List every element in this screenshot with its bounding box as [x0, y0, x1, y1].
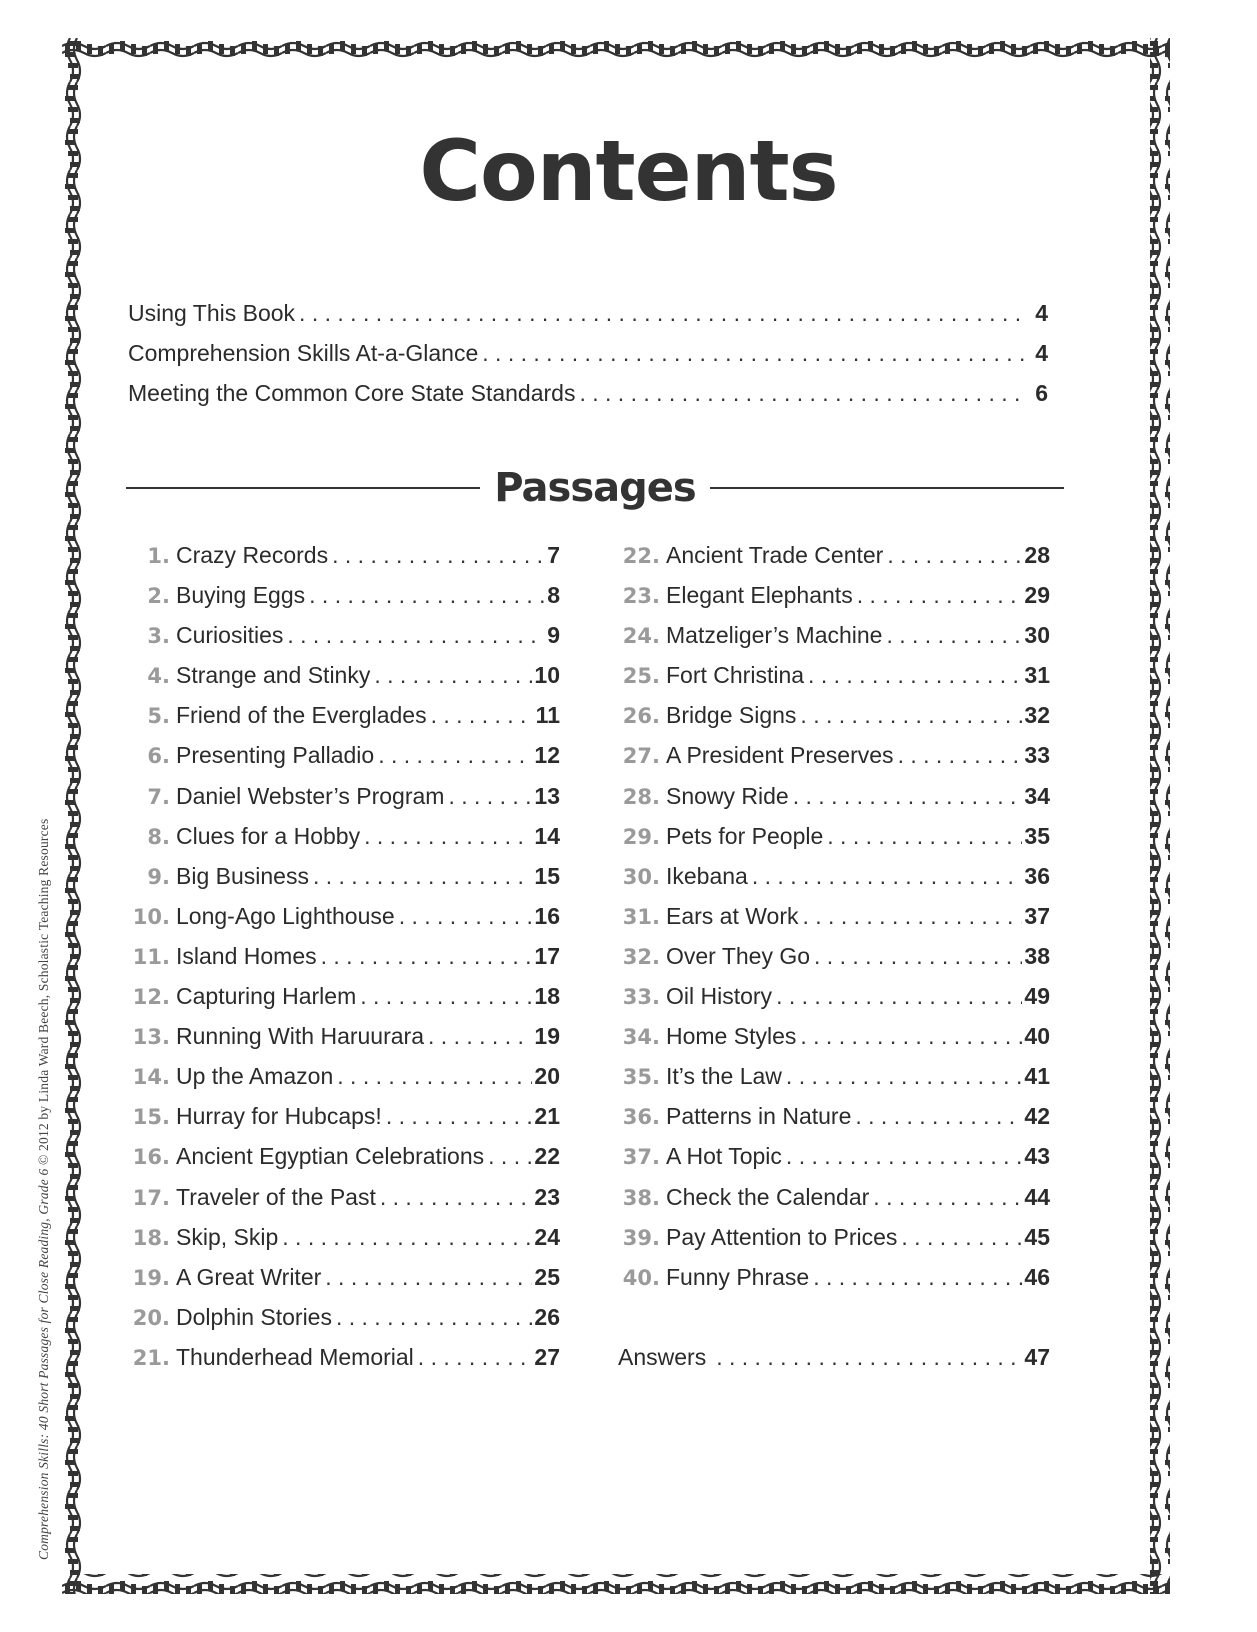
- passage-number: 24.: [622, 624, 660, 649]
- passage-page: 11: [535, 702, 560, 729]
- dot-leader: [336, 1304, 532, 1331]
- toc-entry-passage[interactable]: [614, 582, 1050, 622]
- passage-number: 34.: [622, 1025, 660, 1050]
- toc-entry-passage[interactable]: [124, 1224, 560, 1264]
- dot-leader: [337, 1063, 532, 1090]
- dot-leader: [313, 863, 532, 890]
- passage-number: 2.: [147, 584, 170, 609]
- toc-entry-passage[interactable]: [614, 863, 1050, 903]
- dot-leader: [827, 823, 1022, 850]
- passage-title: Up the Amazon: [176, 1063, 334, 1090]
- passage-page: 9: [547, 622, 560, 649]
- dot-leader: [399, 903, 533, 930]
- dot-leader: [360, 983, 532, 1010]
- dot-leader: [482, 340, 1027, 367]
- toc-entry-passage[interactable]: [614, 783, 1050, 823]
- passage-page: 45: [1024, 1223, 1050, 1250]
- toc-entry-passage[interactable]: [124, 863, 560, 903]
- passage-number: 22.: [622, 544, 660, 568]
- passage-number: 16.: [132, 1145, 170, 1170]
- divider-right: [710, 487, 1064, 489]
- toc-entry-label: Comprehension Skills At-a-Glance: [128, 340, 479, 366]
- dot-leader: [803, 903, 1023, 930]
- passage-number: 1.: [147, 544, 170, 568]
- passage-number: 35.: [622, 1065, 660, 1090]
- toc-entry-page: 4: [1035, 300, 1048, 326]
- passage-title: Matzeliger’s Machine: [666, 622, 883, 649]
- passage-page: 40: [1024, 1023, 1050, 1050]
- toc-entry-label: Answers: [618, 1344, 707, 1370]
- passage-title: Home Styles: [666, 1023, 797, 1050]
- toc-entry-passage[interactable]: [124, 1103, 560, 1143]
- passage-page: 34: [1024, 782, 1050, 809]
- passage-title: Thunderhead Memorial: [176, 1343, 414, 1370]
- toc-entry-passage[interactable]: [614, 662, 1050, 702]
- passage-number: 26.: [622, 704, 660, 729]
- passage-number: 37.: [622, 1145, 660, 1170]
- passage-number: 38.: [622, 1185, 660, 1210]
- passage-page: 24: [534, 1223, 560, 1250]
- passage-title: Fort Christina: [666, 662, 805, 689]
- passage-page: 28: [1024, 542, 1050, 568]
- passage-page: 41: [1024, 1063, 1050, 1090]
- passage-title: Curiosities: [176, 622, 284, 649]
- passage-title: Ancient Egyptian Celebrations: [176, 1143, 485, 1170]
- toc-entry-passage[interactable]: [124, 582, 560, 622]
- dot-leader: [332, 542, 545, 569]
- passage-title: Elegant Elephants: [666, 582, 853, 609]
- toc-entry-passage[interactable]: [614, 1184, 1050, 1224]
- toc-entry-passage[interactable]: [124, 1143, 560, 1183]
- dot-leader: [814, 943, 1022, 970]
- toc-entry-comprehension-skills[interactable]: [128, 340, 1048, 380]
- passage-title: Traveler of the Past: [176, 1183, 376, 1210]
- passage-number: 10.: [132, 904, 170, 929]
- toc-entry-passage[interactable]: [124, 702, 560, 742]
- passage-page: 16: [534, 902, 560, 929]
- toc-entry-passage[interactable]: [614, 903, 1050, 943]
- dot-leader: [325, 1264, 532, 1291]
- passage-page: 32: [1024, 702, 1050, 729]
- passage-title: Running With Haruurara: [176, 1023, 425, 1050]
- toc-entry-passage[interactable]: [124, 1023, 560, 1063]
- toc-entry-passage[interactable]: [614, 1103, 1050, 1143]
- passage-page: 25: [534, 1263, 560, 1290]
- dot-leader: [378, 742, 532, 769]
- passage-page: 46: [1024, 1263, 1050, 1290]
- passage-number: 14.: [132, 1065, 170, 1090]
- passage-page: 7: [547, 542, 560, 568]
- dot-leader: [287, 622, 545, 649]
- passage-title: Strange and Stinky: [176, 662, 371, 689]
- dot-leader: [886, 622, 1022, 649]
- passage-page: 44: [1024, 1183, 1050, 1210]
- passage-title: Capturing Harlem: [176, 983, 357, 1010]
- passage-number: 32.: [622, 944, 660, 969]
- toc-entry-passage[interactable]: [124, 1184, 560, 1224]
- passage-page: 14: [534, 822, 560, 849]
- passage-number: 7.: [147, 784, 170, 809]
- toc-entry-passage[interactable]: [614, 1143, 1050, 1183]
- passage-number: 3.: [147, 624, 170, 649]
- toc-entry-passage[interactable]: [614, 622, 1050, 662]
- dot-leader: [431, 702, 534, 729]
- toc-entry-passage[interactable]: [124, 943, 560, 983]
- toc-entry-page: 4: [1035, 340, 1048, 366]
- page-title: Contents: [419, 122, 838, 220]
- passage-page: 22: [534, 1143, 560, 1170]
- passage-page: 38: [1024, 942, 1050, 969]
- passages-section-heading: [126, 458, 1064, 518]
- passage-title: Patterns in Nature: [666, 1103, 852, 1130]
- passage-title: Daniel Webster’s Program: [176, 782, 445, 809]
- toc-entry-passage[interactable]: [124, 662, 560, 702]
- passage-page: 21: [534, 1103, 560, 1130]
- toc-entry-passage[interactable]: [614, 943, 1050, 983]
- passage-number: 36.: [622, 1105, 660, 1130]
- dot-leader: [309, 582, 545, 609]
- passage-title: A Hot Topic: [666, 1143, 782, 1170]
- passage-page: 27: [534, 1343, 560, 1370]
- passage-number: 31.: [622, 904, 660, 929]
- toc-entry-passage[interactable]: [124, 903, 560, 943]
- passage-title: Pets for People: [666, 822, 824, 849]
- passages-column-right: [614, 542, 1050, 1304]
- dot-leader: [800, 702, 1022, 729]
- passage-page: 29: [1024, 582, 1050, 609]
- passage-number: 25.: [622, 664, 660, 689]
- book-title-credit: Comprehension Skills: 40 Short Passages for Close Reading, Grade 6: [36, 1168, 51, 1560]
- dot-leader: [857, 582, 1023, 609]
- dot-leader: [786, 1143, 1022, 1170]
- toc-entry-passage[interactable]: [124, 1264, 560, 1304]
- passage-page: 8: [547, 582, 560, 609]
- dot-leader: [855, 1103, 1022, 1130]
- passage-number: 15.: [132, 1105, 170, 1130]
- passage-page: 30: [1024, 622, 1050, 649]
- toc-entry-passage[interactable]: [124, 783, 560, 823]
- passage-number: 12.: [132, 985, 170, 1010]
- toc-entry-passage[interactable]: [124, 542, 560, 582]
- author-credit: © 2012 by Linda Ward Beech, Scholastic Teaching Resources: [36, 818, 51, 1169]
- dot-leader: [374, 662, 532, 689]
- passage-page: 37: [1024, 902, 1050, 929]
- toc-entry-passage[interactable]: [124, 1344, 560, 1384]
- dot-leader: [808, 662, 1022, 689]
- dot-leader: [716, 1344, 1022, 1371]
- passage-page: 33: [1024, 742, 1050, 769]
- toc-entry-passage[interactable]: [614, 1063, 1050, 1103]
- toc-entry-passage[interactable]: [614, 542, 1050, 582]
- passage-number: 6.: [147, 744, 170, 769]
- toc-entry-passage[interactable]: [124, 622, 560, 662]
- passage-page: 10: [534, 662, 560, 689]
- passage-number: 39.: [622, 1225, 660, 1250]
- toc-entry-common-core[interactable]: [128, 380, 1048, 420]
- dot-leader: [579, 380, 1027, 407]
- toc-entry-using-this-book[interactable]: [128, 300, 1048, 340]
- passage-page: 42: [1024, 1103, 1050, 1130]
- toc-entry-passage[interactable]: [124, 823, 560, 863]
- dot-leader: [887, 542, 1022, 569]
- passage-title: Presenting Palladio: [176, 742, 375, 769]
- passage-number: 4.: [147, 664, 170, 689]
- passage-number: 40.: [622, 1265, 660, 1290]
- dot-leader: [282, 1224, 532, 1251]
- passage-title: Big Business: [176, 862, 309, 889]
- toc-entry-passage[interactable]: [614, 702, 1050, 742]
- passage-title: Ancient Trade Center: [666, 542, 884, 568]
- toc-entry-passage[interactable]: [124, 1063, 560, 1103]
- dot-leader: [380, 1184, 533, 1211]
- toc-entry-passage[interactable]: [614, 742, 1050, 782]
- dot-leader: [488, 1143, 532, 1170]
- dot-leader: [428, 1023, 532, 1050]
- passage-number: 30.: [622, 864, 660, 889]
- passage-number: 23.: [622, 584, 660, 609]
- divider-left: [126, 487, 480, 489]
- toc-entry-passage[interactable]: [124, 983, 560, 1023]
- toc-entry-passage[interactable]: [614, 823, 1050, 863]
- passage-title: Buying Eggs: [176, 582, 306, 609]
- dot-leader: [873, 1184, 1022, 1211]
- toc-entry-label: Using This Book: [128, 300, 296, 326]
- toc-entry-label: Meeting the Common Core State Standards: [128, 380, 576, 406]
- passage-number: 19.: [132, 1265, 170, 1290]
- dot-leader: [901, 1224, 1022, 1251]
- toc-entry-passage[interactable]: [614, 1264, 1050, 1304]
- dot-leader: [813, 1264, 1022, 1291]
- dot-leader: [752, 863, 1023, 890]
- passage-page: 49: [1024, 983, 1050, 1010]
- toc-entry-page: 6: [1035, 380, 1048, 406]
- dot-leader: [776, 983, 1022, 1010]
- passage-title: Skip, Skip: [176, 1223, 279, 1250]
- passage-title: Ears at Work: [666, 902, 799, 929]
- passage-number: 17.: [132, 1185, 170, 1210]
- passage-title: Friend of the Everglades: [176, 702, 427, 729]
- passage-page: 31: [1024, 662, 1050, 689]
- passage-page: 17: [534, 942, 560, 969]
- passage-page: 13: [534, 782, 560, 809]
- passage-title: Dolphin Stories: [176, 1303, 332, 1330]
- passage-number: 9.: [147, 864, 170, 889]
- passage-number: 33.: [622, 985, 660, 1010]
- passage-page: 19: [534, 1023, 560, 1050]
- passage-title: Bridge Signs: [666, 702, 797, 729]
- passage-page: 20: [534, 1063, 560, 1090]
- dot-leader: [386, 1103, 533, 1130]
- passages-column-left: [124, 542, 560, 1384]
- passage-number: 11.: [132, 944, 170, 969]
- section-title: Passages: [494, 465, 696, 511]
- dot-leader: [800, 1023, 1022, 1050]
- passage-page: 26: [534, 1303, 560, 1330]
- passage-title: Ikebana: [666, 862, 748, 889]
- dot-leader: [793, 783, 1023, 810]
- passage-page: 36: [1024, 862, 1050, 889]
- passage-title: Check the Calendar: [666, 1183, 870, 1210]
- passage-number: 8.: [147, 824, 170, 849]
- toc-entry-passage[interactable]: [614, 1224, 1050, 1264]
- passage-title: Long-Ago Lighthouse: [176, 902, 395, 929]
- toc-entry-answers[interactable]: [618, 1344, 1050, 1371]
- copyright-credit: [36, 819, 52, 1560]
- passage-title: Pay Attention to Prices: [666, 1223, 898, 1250]
- passage-page: 35: [1024, 822, 1050, 849]
- passage-title: Clues for a Hobby: [176, 822, 361, 849]
- dot-leader: [364, 823, 532, 850]
- dot-leader: [321, 943, 533, 970]
- passage-title: Funny Phrase: [666, 1263, 810, 1290]
- passage-number: 18.: [132, 1225, 170, 1250]
- toc-entry-passage[interactable]: [614, 1023, 1050, 1063]
- passage-number: 21.: [132, 1345, 170, 1370]
- passage-title: A President Preserves: [666, 742, 894, 769]
- passage-page: 15: [534, 862, 560, 889]
- front-matter-list: [128, 300, 1048, 420]
- dot-leader: [448, 783, 532, 810]
- passage-title: Hurray for Hubcaps!: [176, 1103, 382, 1130]
- dot-leader: [418, 1344, 533, 1371]
- passage-page: 23: [534, 1183, 560, 1210]
- passage-title: Over They Go: [666, 942, 811, 969]
- passage-number: 27.: [622, 744, 660, 769]
- passage-title: Crazy Records: [176, 542, 329, 568]
- passage-number: 29.: [622, 824, 660, 849]
- passage-page: 18: [534, 983, 560, 1010]
- passage-page: 43: [1024, 1143, 1050, 1170]
- dot-leader: [299, 300, 1027, 327]
- passage-title: Oil History: [666, 983, 773, 1010]
- passage-number: 20.: [132, 1305, 170, 1330]
- passage-title: Island Homes: [176, 942, 317, 969]
- passage-title: Snowy Ride: [666, 782, 789, 809]
- passage-number: 13.: [132, 1025, 170, 1050]
- toc-entry-page: 47: [1024, 1344, 1050, 1370]
- toc-entry-passage[interactable]: [614, 983, 1050, 1023]
- toc-entry-passage[interactable]: [124, 1304, 560, 1344]
- toc-entry-passage[interactable]: [124, 742, 560, 782]
- passage-number: 5.: [147, 704, 170, 729]
- passage-number: 28.: [622, 784, 660, 809]
- dot-leader: [786, 1063, 1022, 1090]
- dot-leader: [898, 742, 1023, 769]
- passage-title: A Great Writer: [176, 1263, 322, 1290]
- passage-title: It’s the Law: [666, 1063, 782, 1090]
- passage-page: 12: [534, 742, 560, 769]
